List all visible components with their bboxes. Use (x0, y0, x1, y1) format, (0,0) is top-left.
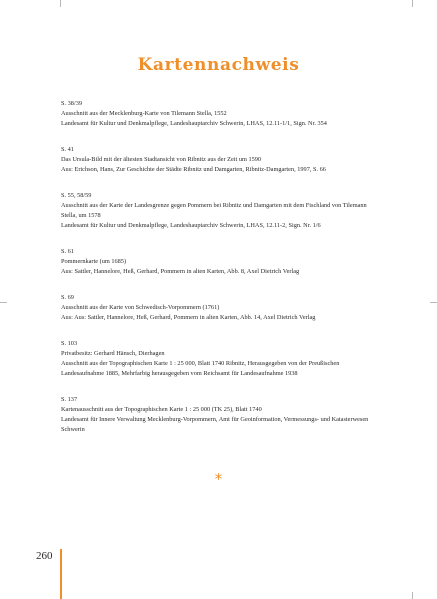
entry-page-ref: S. 61 (61, 248, 74, 255)
entry-description: Privatbesitz: Gerhard Hänsch, Dierhagen (61, 350, 165, 357)
entry-list (61, 99, 381, 451)
list-item (61, 247, 381, 277)
entry-description: Das Ursula-Bild mit der ältesten Stadtansicht von Ribnitz aus der Zeit um 1590 (61, 156, 262, 163)
crop-mark (60, 0, 61, 7)
page-number-rule (60, 549, 62, 599)
entry-description: Ausschnitt aus der Karte von Schwedisch-Vorpommern (1761) (61, 304, 220, 311)
list-item (61, 339, 381, 379)
entry-page-ref: S. 69 (61, 294, 74, 301)
entry-page-ref: S. 41 (61, 146, 74, 153)
list-item (61, 293, 381, 323)
list-item (61, 395, 381, 435)
entry-description: Kartenausschnitt aus der Topographischen Karte 1 : 25 000 (TK 25), Blatt 1740 (61, 406, 262, 413)
list-item (61, 99, 381, 129)
entry-source: Landesamt für Kultur und Denkmalpflege, Landeshauptarchiv Schwerin, LHAS, 12.11-2, Sign. Nr. 1/6 (61, 222, 321, 229)
page-number: 260 (36, 550, 53, 562)
entry-page-ref: S. 55, 58/59 (61, 192, 92, 199)
entry-description: Ausschnitt aus der Karte der Landesgrenze gegen Pommern bei Ribnitz und Damgarten mit dem Fischland von Tilemann Stella, um 1578 (61, 202, 367, 219)
crop-mark (412, 592, 413, 599)
crop-mark (412, 0, 413, 7)
entry-page-ref: S. 38/39 (61, 100, 82, 107)
entry-source: Ausschnitt aus der Topographischen Karte 1 : 25 000, Blatt 1740 Ribnitz, Herausgegeben von der Preußischen Landesaufnahme 1885, Mehrfarbig herausgegeben vom Reichsamt für Landesaufnahme 1938 (61, 360, 340, 377)
entry-description: Ausschnitt aus der Mecklenburg-Karte von Tilemann Stella, 1552 (61, 110, 227, 117)
list-item (61, 191, 381, 231)
entry-page-ref: S. 137 (61, 396, 78, 403)
entry-source: Landesamt für Kultur und Denkmalpflege, Landeshauptarchiv Schwerin, LHAS, 12.11-1/1, Sign. Nr. 354 (61, 120, 327, 127)
entry-source: Aus: Aus: Sattler, Hannelore, Heß, Gerhard, Pommern in alten Karten, Abb. 14, Axel Dietrich Verlag (61, 314, 316, 321)
crop-mark (0, 302, 7, 303)
page-title: Kartennachweis (137, 55, 300, 75)
entry-source: Landesamt für Innere Verwaltung Mecklenburg-Vorpommern, Amt für Geoinformation, Vermessungs- und Katasterwesen Schwerin (61, 416, 369, 433)
entry-page-ref: S. 103 (61, 340, 78, 347)
crop-mark (430, 302, 437, 303)
list-item (61, 145, 381, 175)
entry-description: Pommernkarte (um 1685) (61, 258, 127, 265)
entry-source: Aus: Erichson, Hans, Zur Geschichte der Städte Ribnitz und Damgarten, Ribnitz-Damgarten, 1997, S. 66 (61, 166, 326, 173)
asterisk-ornament-icon: * (214, 470, 223, 488)
entry-source: Aus: Sattler, Hannelore, Heß, Gerhard, Pommern in alten Karten, Abb. 8, Axel Dietrich Verlag (61, 268, 300, 275)
